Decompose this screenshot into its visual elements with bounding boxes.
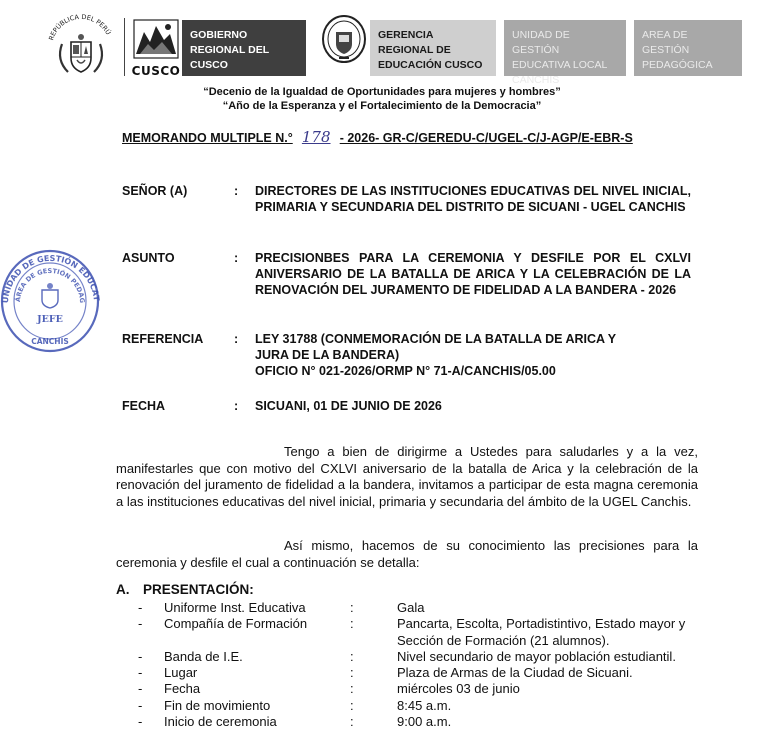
item-colon: : — [350, 616, 354, 632]
fecha-value: SICUANI, 01 DE JUNIO DE 2026 — [255, 399, 442, 413]
list-item — [138, 665, 718, 681]
referencia-colon: : — [234, 332, 239, 346]
item-key: Inicio de ceremonia — [164, 714, 277, 730]
ugel-jefe-stamp — [0, 246, 102, 354]
item-value: 9:00 a.m. — [397, 714, 452, 730]
item-key: Fin de movimiento — [164, 697, 271, 713]
referencia-line-2: JURA DE LA BANDERA) — [255, 347, 400, 362]
item-colon: : — [350, 681, 354, 697]
list-dash: - — [138, 681, 143, 697]
stamp-inner-text: ÁREA DE GESTIÓN PEDAG — [13, 266, 87, 304]
stamp-outer-text: UNIDAD DE GESTIÓN EDUCAT — [0, 253, 101, 304]
section-a-title: PRESENTACIÓN: — [143, 582, 254, 597]
body-paragraph-2: Así mismo, hacemos de su conocimiento las precisiones para la ceremonia y desfile el cual a continuación se detalla: — [116, 538, 698, 570]
item-key: Banda de I.E. — [164, 648, 243, 664]
peru-coat-of-arms-logo — [44, 14, 118, 80]
list-dash: - — [138, 600, 143, 615]
cusco-logo — [130, 18, 182, 80]
item-value: miércoles 03 de junio — [397, 681, 520, 697]
item-value: Pancarta, Escolta, Portadistintivo, Estado mayor y Sección de Formación (21 alumnos). — [397, 616, 686, 648]
item-colon: : — [350, 697, 354, 713]
memo-number-handwritten: 178 — [301, 128, 331, 146]
decree-line-1: “Decenio de la Igualdad de Oportunidades para mujeres y hombres” — [203, 86, 561, 98]
round-stamp-icon — [0, 246, 102, 354]
list-item — [138, 616, 718, 649]
decree-line-2: “Año de la Esperanza y el Fortalecimiento de la Democracia” — [222, 100, 542, 112]
gobierno-regional-box: GOBIERNO REGIONAL DEL CUSCO — [182, 20, 306, 76]
oval-seal-icon — [320, 14, 368, 64]
section-a-heading — [116, 582, 254, 597]
list-dash: - — [138, 697, 143, 713]
asunto-label: ASUNTO — [122, 251, 175, 265]
crest-text: REPÚBLICA DEL PERÚ — [47, 14, 113, 42]
list-dash: - — [138, 616, 143, 632]
stamp-center-text: JEFE — [37, 314, 63, 325]
item-key: Uniforme Inst. Educativa — [164, 600, 306, 615]
item-colon: : — [350, 600, 354, 615]
list-dash: - — [138, 714, 143, 730]
list-item — [138, 649, 718, 665]
gerencia-emblem-logo — [320, 14, 368, 64]
item-value: Gala — [397, 600, 425, 615]
fecha-colon: : — [234, 399, 239, 413]
item-colon: : — [350, 714, 354, 730]
item-value: 8:45 a.m. — [397, 697, 452, 713]
senor-label: SEÑOR (A) — [122, 184, 188, 198]
item-colon: : — [350, 648, 354, 664]
letterhead — [44, 14, 744, 84]
list-item — [138, 714, 718, 730]
list-dash: - — [138, 665, 143, 681]
header-divider — [124, 18, 125, 76]
item-value: Plaza de Armas de la Ciudad de Sicuani. — [397, 665, 633, 681]
senor-colon: : — [234, 184, 239, 198]
cusco-emblem-icon — [130, 18, 182, 62]
coat-of-arms-icon — [44, 14, 118, 80]
referencia-line-3: OFICIO N° 021-2026/ORMP N° 71-A/CANCHIS/05.00 — [255, 363, 556, 378]
body-paragraph-1: Tengo a bien de dirigirme a Ustedes para saludarles y a la vez, manifestarles que con motivo del CXLVI aniversario de la batalla de Arica y la celebración de la renovación del juramento de fidelidad a la bandera, invitamos a participar de esta magna ceremonia a las instituciones educativas del nivel inicial, primaria y secundaria del ámbito de la UGEL Canchis. — [116, 444, 698, 509]
item-key: Fecha — [164, 681, 201, 697]
presentation-list — [138, 600, 718, 730]
cusco-wordmark: CUSCO — [131, 64, 181, 78]
area-gestion-pedagogica-box: AREA DE GESTIÓN PEDAGÓGICA — [634, 20, 742, 76]
fecha-label: FECHA — [122, 399, 166, 413]
item-value: Nivel secundario de mayor población estudiantil. — [397, 648, 676, 664]
gerencia-regional-box: GERENCIA REGIONAL DE EDUCACIÓN CUSCO — [370, 20, 496, 76]
stamp-bottom-text: CANCHIS — [31, 337, 69, 346]
memo-prefix: MEMORANDO MULTIPLE N.° — [122, 131, 293, 145]
list-item — [138, 681, 718, 697]
item-key: Lugar — [164, 665, 198, 681]
item-key: Compañía de Formación — [164, 616, 308, 632]
senor-value: DIRECTORES DE LAS INSTITUCIONES EDUCATIVAS DEL NIVEL INICIAL, PRIMARIA Y SECUNDARIA DEL DISTRITO DE SICUANI - UGEL CANCHIS — [255, 184, 691, 214]
list-item — [138, 600, 718, 616]
memo-title — [122, 128, 702, 146]
referencia-line-1: LEY 31788 (CONMEMORACIÓN DE LA BATALLA DE ARICA Y — [255, 332, 617, 346]
referencia-value — [255, 332, 691, 379]
list-item — [138, 698, 718, 714]
ugel-canchis-box: UNIDAD DE GESTIÓN EDUCATIVA LOCAL CANCHIS — [504, 20, 626, 76]
asunto-value: PRECISIONBES PARA LA CEREMONIA Y DESFILE POR EL CXLVI ANIVERSARIO DE LA BATALLA DE ARICA Y LA CELEBRACIÓN DE LA RENOVACIÓN DEL JURAMENTO DE FIDELIDAD A LA BANDERA - 2026 — [255, 251, 691, 297]
section-a-letter: A. — [116, 582, 130, 597]
memo-suffix: - 2026- GR-C/GEREDU-C/UGEL-C/J-AGP/E-EBR-S — [339, 131, 633, 145]
list-dash: - — [138, 648, 143, 664]
item-colon: : — [350, 665, 354, 681]
referencia-label: REFERENCIA — [122, 332, 204, 346]
asunto-colon: : — [234, 251, 239, 265]
